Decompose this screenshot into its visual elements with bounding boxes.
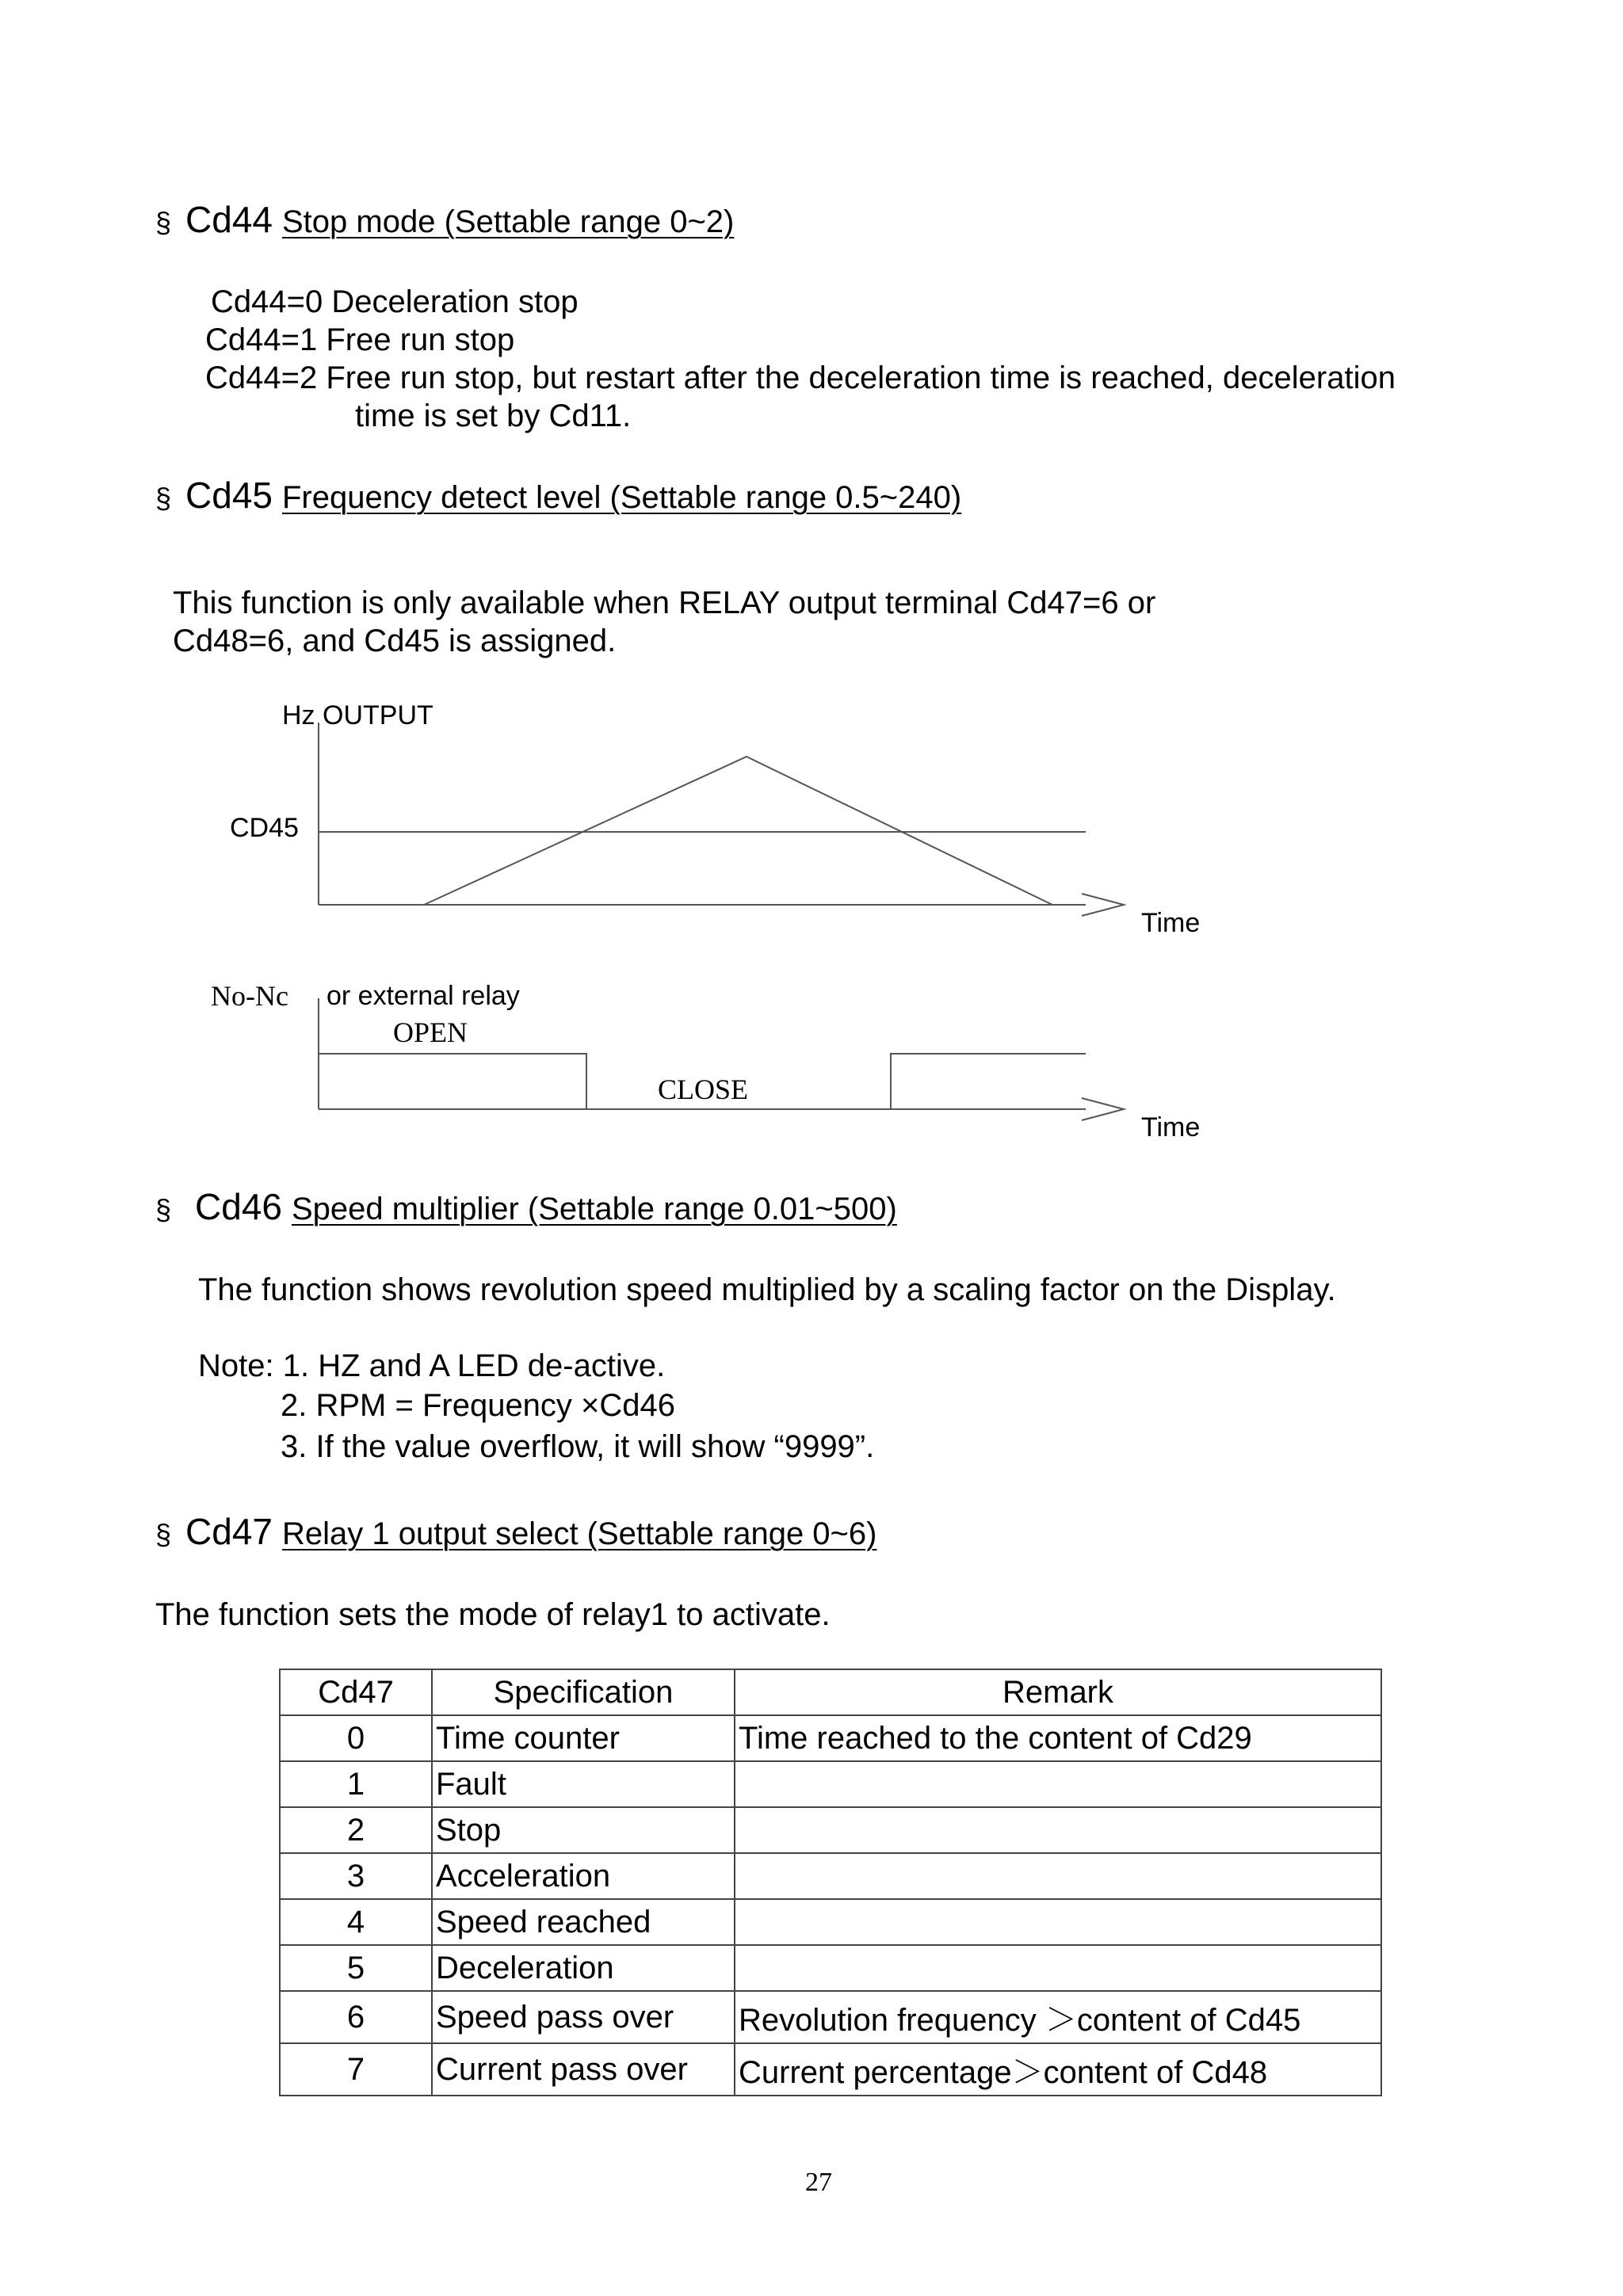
- section-mark: §: [155, 482, 172, 514]
- table-cell-remark: Revolution frequency ＞content of Cd45: [735, 1991, 1381, 2043]
- table-cell-spec: Fault: [432, 1761, 735, 1807]
- relay-close-label: CLOSE: [658, 1074, 749, 1105]
- relay-open-state-left: [319, 1054, 586, 1109]
- cd44-option-1: Cd44=1 Free run stop: [205, 322, 515, 357]
- relay-time-axis-label: Time: [1141, 1112, 1201, 1142]
- table-row: [280, 1715, 1381, 1761]
- cd44-option-2: Cd44=2 Free run stop, but restart after the deceleration time is reached, deceleration: [205, 360, 1396, 395]
- cd46-note-2: 2. RPM = Frequency ×Cd46: [281, 1388, 676, 1423]
- table-cell-value: 6: [280, 1991, 432, 2043]
- table-cell-remark: [735, 1807, 1381, 1853]
- table-cell-spec: Time counter: [432, 1715, 735, 1761]
- section-mark: §: [155, 1518, 172, 1550]
- table-row: [280, 1899, 1381, 1945]
- page-number: 27: [805, 2168, 832, 2197]
- section-title: Frequency detect level (Settable range 0.5~240): [282, 480, 962, 515]
- table-cell-remark: Time reached to the content of Cd29: [735, 1715, 1381, 1761]
- table-cell-remark: [735, 1761, 1381, 1807]
- table-cell-value: 1: [280, 1761, 432, 1807]
- parameter-code: Cd45: [185, 475, 273, 516]
- table-cell-spec: Speed pass over: [432, 1991, 735, 2043]
- cd46-note-3: 3. If the value overflow, it will show “9999”.: [281, 1429, 875, 1464]
- section-heading-cd46: [155, 1185, 897, 1228]
- cd46-note-1: Note: 1. HZ and A LED de-active.: [198, 1348, 666, 1383]
- table-header-cell: Remark: [735, 1669, 1381, 1715]
- table-cell-remark: [735, 1899, 1381, 1945]
- parameter-code: Cd44: [185, 199, 273, 240]
- table-cell-remark: [735, 1945, 1381, 1991]
- cd45-level-label: CD45: [230, 813, 299, 843]
- section-title: Relay 1 output select (Settable range 0~6): [282, 1516, 877, 1551]
- cd46-description: The function shows revolution speed multiplied by a scaling factor on the Display.: [198, 1272, 1336, 1307]
- table-cell-value: 3: [280, 1853, 432, 1899]
- table-cell-spec: Acceleration: [432, 1853, 735, 1899]
- cd45-description-line-2: Cd48=6, and Cd45 is assigned.: [173, 624, 617, 658]
- cd47-description: The function sets the mode of relay1 to activate.: [155, 1597, 831, 1632]
- table-row: [280, 2043, 1381, 2096]
- relay-open-label: OPEN: [393, 1016, 468, 1048]
- time-axis-label: Time: [1141, 908, 1201, 938]
- table-cell-spec: Stop: [432, 1807, 735, 1853]
- table-header-row: [280, 1669, 1381, 1715]
- time-axis-arrow-icon: [1082, 894, 1124, 916]
- table-row: [280, 1991, 1381, 2043]
- table-cell-value: 0: [280, 1715, 432, 1761]
- section-title: Stop mode (Settable range 0~2): [282, 204, 735, 239]
- table-header-cell: Cd47: [280, 1669, 432, 1715]
- section-title: Speed multiplier (Settable range 0.01~500): [292, 1192, 897, 1226]
- table-row: [280, 1853, 1381, 1899]
- relay-time-axis-arrow-icon: [1082, 1098, 1124, 1120]
- section-mark: §: [155, 1193, 172, 1226]
- relay-open-state-right: [891, 1054, 1086, 1109]
- table-cell-remark: [735, 1853, 1381, 1899]
- table-header-cell: Specification: [432, 1669, 735, 1715]
- table-cell-spec: Current pass over: [432, 2043, 735, 2096]
- table-cell-spec: Speed reached: [432, 1899, 735, 1945]
- table-row: [280, 1807, 1381, 1853]
- cd44-option-0: Cd44=0 Deceleration stop: [211, 284, 579, 319]
- output-frequency-ramp: [424, 757, 1052, 905]
- cd44-option-2-continued: time is set by Cd11.: [355, 399, 632, 433]
- table-cell-remark: Current percentage＞content of Cd48: [735, 2043, 1381, 2096]
- frequency-y-axis-label: Hz OUTPUT: [282, 700, 433, 730]
- parameter-code: Cd47: [185, 1511, 273, 1552]
- table-cell-value: 2: [280, 1807, 432, 1853]
- table-row: [280, 1761, 1381, 1807]
- relay-y-axis-label: or external relay: [327, 981, 520, 1011]
- cd45-description-line-1: This function is only available when RELAY output terminal Cd47=6 or: [173, 585, 1156, 620]
- table-cell-value: 4: [280, 1899, 432, 1945]
- table-cell-value: 5: [280, 1945, 432, 1991]
- relay-contact-label: No-Nc: [211, 980, 288, 1012]
- parameter-code: Cd46: [195, 1186, 282, 1227]
- section-heading-cd47: [155, 1510, 876, 1553]
- table-row: [280, 1945, 1381, 1991]
- section-mark: §: [155, 206, 172, 238]
- relay-output-table: [279, 1669, 1382, 2096]
- table-cell-spec: Deceleration: [432, 1945, 735, 1991]
- table-cell-value: 7: [280, 2043, 432, 2096]
